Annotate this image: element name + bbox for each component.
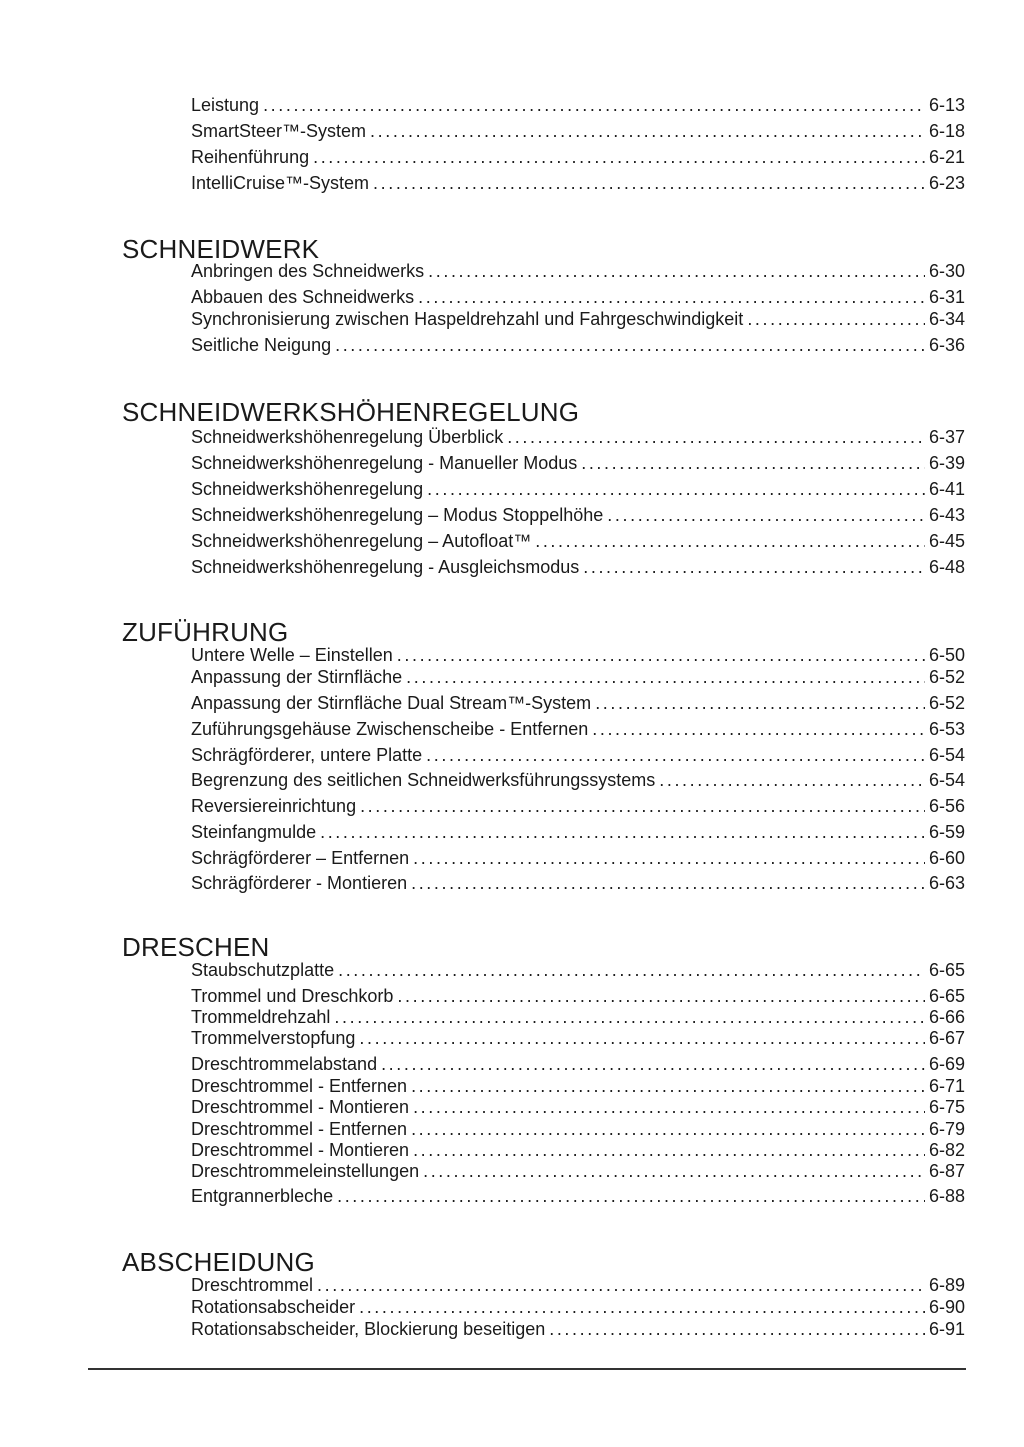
entry-title: Anpassung der Stirnfläche Dual Stream™-System [191,693,592,713]
entry-page-number: 6-34 [928,309,965,329]
section-heading-schneidwerk: SCHNEIDWERK [122,234,320,264]
toc-entry[interactable] [191,260,965,282]
footer-rule [88,1368,966,1370]
dot-leader [313,146,925,168]
dot-leader [413,847,925,869]
toc-entry[interactable] [191,1027,965,1049]
dot-leader [359,1296,925,1318]
section-heading-dreschen: DRESCHEN [122,932,270,962]
entry-title: Schneidwerkshöhenregelung Überblick [191,427,504,447]
entry-title: Steinfangmulde [191,822,317,842]
entry-title: Synchronisierung zwischen Haspeldrehzahl und Fahrgeschwindigkeit [191,309,744,329]
entry-title: Abbauen des Schneidwerks [191,287,415,307]
entry-page-number: 6-18 [928,121,965,141]
dot-leader [507,426,925,448]
entry-title: Reihenführung [191,147,310,167]
entry-title: Dreschtrommelabstand [191,1054,378,1074]
dot-leader [423,1160,925,1182]
entry-page-number: 6-50 [928,645,965,665]
dot-leader [370,120,925,142]
entry-title: Schrägförderer, untere Platte [191,745,423,765]
toc-entry[interactable] [191,120,965,142]
dot-leader [337,1185,925,1207]
toc-entry[interactable] [191,744,965,766]
toc-entry[interactable] [191,769,965,791]
dot-leader [426,744,925,766]
toc-entry[interactable] [191,308,965,330]
section-heading-abscheidung: ABSCHEIDUNG [122,1247,315,1277]
toc-entry[interactable] [191,985,965,1007]
entry-page-number: 6-45 [928,531,965,551]
entry-title: SmartSteer™-System [191,121,367,141]
dot-leader [359,1027,925,1049]
entry-page-number: 6-54 [928,770,965,790]
toc-entry[interactable] [191,146,965,168]
dot-leader [747,308,925,330]
entry-page-number: 6-90 [928,1297,965,1317]
entry-title: Staubschutzplatte [191,960,335,980]
toc-entry[interactable] [191,795,965,817]
entry-title: Zuführungsgehäuse Zwischenscheibe - Entfernen [191,719,589,739]
entry-page-number: 6-87 [928,1161,965,1181]
entry-page-number: 6-39 [928,453,965,473]
toc-entry[interactable] [191,1274,965,1296]
entry-title: Trommel und Dreschkorb [191,986,394,1006]
toc-entry[interactable] [191,1006,965,1028]
entry-page-number: 6-52 [928,667,965,687]
entry-title: Schneidwerkshöhenregelung [191,479,424,499]
entry-page-number: 6-13 [928,95,965,115]
section-heading-schneidwerkshoehenregelung: SCHNEIDWERKSHÖHENREGELUNG [122,397,580,427]
dot-leader [263,94,925,116]
dot-leader [428,260,925,282]
dot-leader [413,1096,925,1118]
entry-title: IntelliCruise™-System [191,173,370,193]
entry-page-number: 6-59 [928,822,965,842]
entry-page-number: 6-23 [928,173,965,193]
dot-leader [397,644,925,666]
entry-title: Dreschtrommel - Entfernen [191,1076,408,1096]
entry-title: Schneidwerkshöhenregelung – Modus Stoppelhöhe [191,505,604,525]
dot-leader [338,959,925,981]
toc-entry[interactable] [191,1139,965,1161]
dot-leader [535,530,925,552]
toc-entry[interactable] [191,821,965,843]
entry-title: Dreschtrommel - Montieren [191,1140,410,1160]
dot-leader [411,1118,925,1140]
toc-entry[interactable] [191,426,965,448]
entry-page-number: 6-56 [928,796,965,816]
dot-leader [607,504,925,526]
toc-entry[interactable] [191,334,965,356]
entry-title: Leistung [191,95,260,115]
toc-entry[interactable] [191,452,965,474]
toc-entry[interactable] [191,94,965,116]
toc-entry[interactable] [191,1160,965,1182]
entry-title: Entgrannerbleche [191,1186,334,1206]
dot-leader [397,985,925,1007]
dot-leader [411,1075,925,1097]
entry-title: Schrägförderer - Montieren [191,873,408,893]
entry-page-number: 6-82 [928,1140,965,1160]
toc-entry[interactable] [191,530,965,552]
toc-entry[interactable] [191,1296,965,1318]
toc-entry[interactable] [191,644,965,666]
entry-page-number: 6-60 [928,848,965,868]
entry-page-number: 6-48 [928,557,965,577]
entry-title: Dreschtrommel - Entfernen [191,1119,408,1139]
entry-page-number: 6-41 [928,479,965,499]
entry-title: Anbringen des Schneidwerks [191,261,425,281]
toc-entry[interactable] [191,172,965,194]
entry-page-number: 6-89 [928,1275,965,1295]
entry-title: Schneidwerkshöhenregelung – Autofloat™ [191,531,532,551]
dot-leader [335,334,925,356]
toc-entry[interactable] [191,1075,965,1097]
entry-page-number: 6-65 [928,960,965,980]
dot-leader [418,286,925,308]
toc-entry[interactable] [191,504,965,526]
dot-leader [381,1053,925,1075]
entry-page-number: 6-53 [928,719,965,739]
toc-entry[interactable] [191,556,965,578]
toc-entry[interactable] [191,478,965,500]
dot-leader [427,478,925,500]
entry-page-number: 6-79 [928,1119,965,1139]
dot-leader [317,1274,925,1296]
entry-page-number: 6-36 [928,335,965,355]
entry-title: Schneidwerkshöhenregelung - Ausgleichsmodus [191,557,580,577]
entry-page-number: 6-65 [928,986,965,1006]
entry-page-number: 6-66 [928,1007,965,1027]
section-heading-zufuehrung: ZUFÜHRUNG [122,617,289,647]
entry-page-number: 6-88 [928,1186,965,1206]
entry-page-number: 6-21 [928,147,965,167]
dot-leader [373,172,925,194]
entry-title: Dreschtrommel [191,1275,314,1295]
entry-title: Schrägförderer – Entfernen [191,848,410,868]
toc-entry[interactable] [191,666,965,688]
entry-page-number: 6-43 [928,505,965,525]
entry-title: Trommelverstopfung [191,1028,356,1048]
entry-title: Dreschtrommel - Montieren [191,1097,410,1117]
toc-entry[interactable] [191,286,965,308]
entry-title: Anpassung der Stirnfläche [191,667,403,687]
entry-title: Begrenzung des seitlichen Schneidwerksführungssystems [191,770,656,790]
dot-leader [411,872,925,894]
toc-entry[interactable] [191,1053,965,1075]
dot-leader [595,692,925,714]
dot-leader [360,795,925,817]
entry-title: Untere Welle – Einstellen [191,645,393,665]
toc-entry[interactable] [191,1096,965,1118]
entry-title: Rotationsabscheider [191,1297,356,1317]
entry-page-number: 6-52 [928,693,965,713]
toc-entry[interactable] [191,692,965,714]
entry-page-number: 6-37 [928,427,965,447]
toc-entry[interactable] [191,1318,965,1340]
dot-leader [320,821,925,843]
entry-title: Trommeldrehzahl [191,1007,331,1027]
dot-leader [659,769,925,791]
entry-page-number: 6-75 [928,1097,965,1117]
entry-page-number: 6-30 [928,261,965,281]
dot-leader [549,1318,925,1340]
entry-title: Reversiereinrichtung [191,796,357,816]
entry-page-number: 6-31 [928,287,965,307]
entry-page-number: 6-91 [928,1319,965,1339]
entry-title: Schneidwerkshöhenregelung - Manueller Modus [191,453,578,473]
entry-page-number: 6-54 [928,745,965,765]
toc-entry[interactable] [191,847,965,869]
entry-title: Seitliche Neigung [191,335,332,355]
toc-entry[interactable] [191,872,965,894]
entry-page-number: 6-63 [928,873,965,893]
entry-title: Rotationsabscheider, Blockierung beseitigen [191,1319,546,1339]
entry-page-number: 6-69 [928,1054,965,1074]
toc-entry[interactable] [191,1185,965,1207]
dot-leader [406,666,925,688]
entry-page-number: 6-71 [928,1076,965,1096]
dot-leader [583,556,925,578]
toc-entry[interactable] [191,718,965,740]
dot-leader [592,718,925,740]
entry-page-number: 6-67 [928,1028,965,1048]
dot-leader [581,452,925,474]
toc-entry[interactable] [191,959,965,981]
dot-leader [334,1006,925,1028]
dot-leader [413,1139,925,1161]
toc-entry[interactable] [191,1118,965,1140]
entry-title: Dreschtrommeleinstellungen [191,1161,420,1181]
